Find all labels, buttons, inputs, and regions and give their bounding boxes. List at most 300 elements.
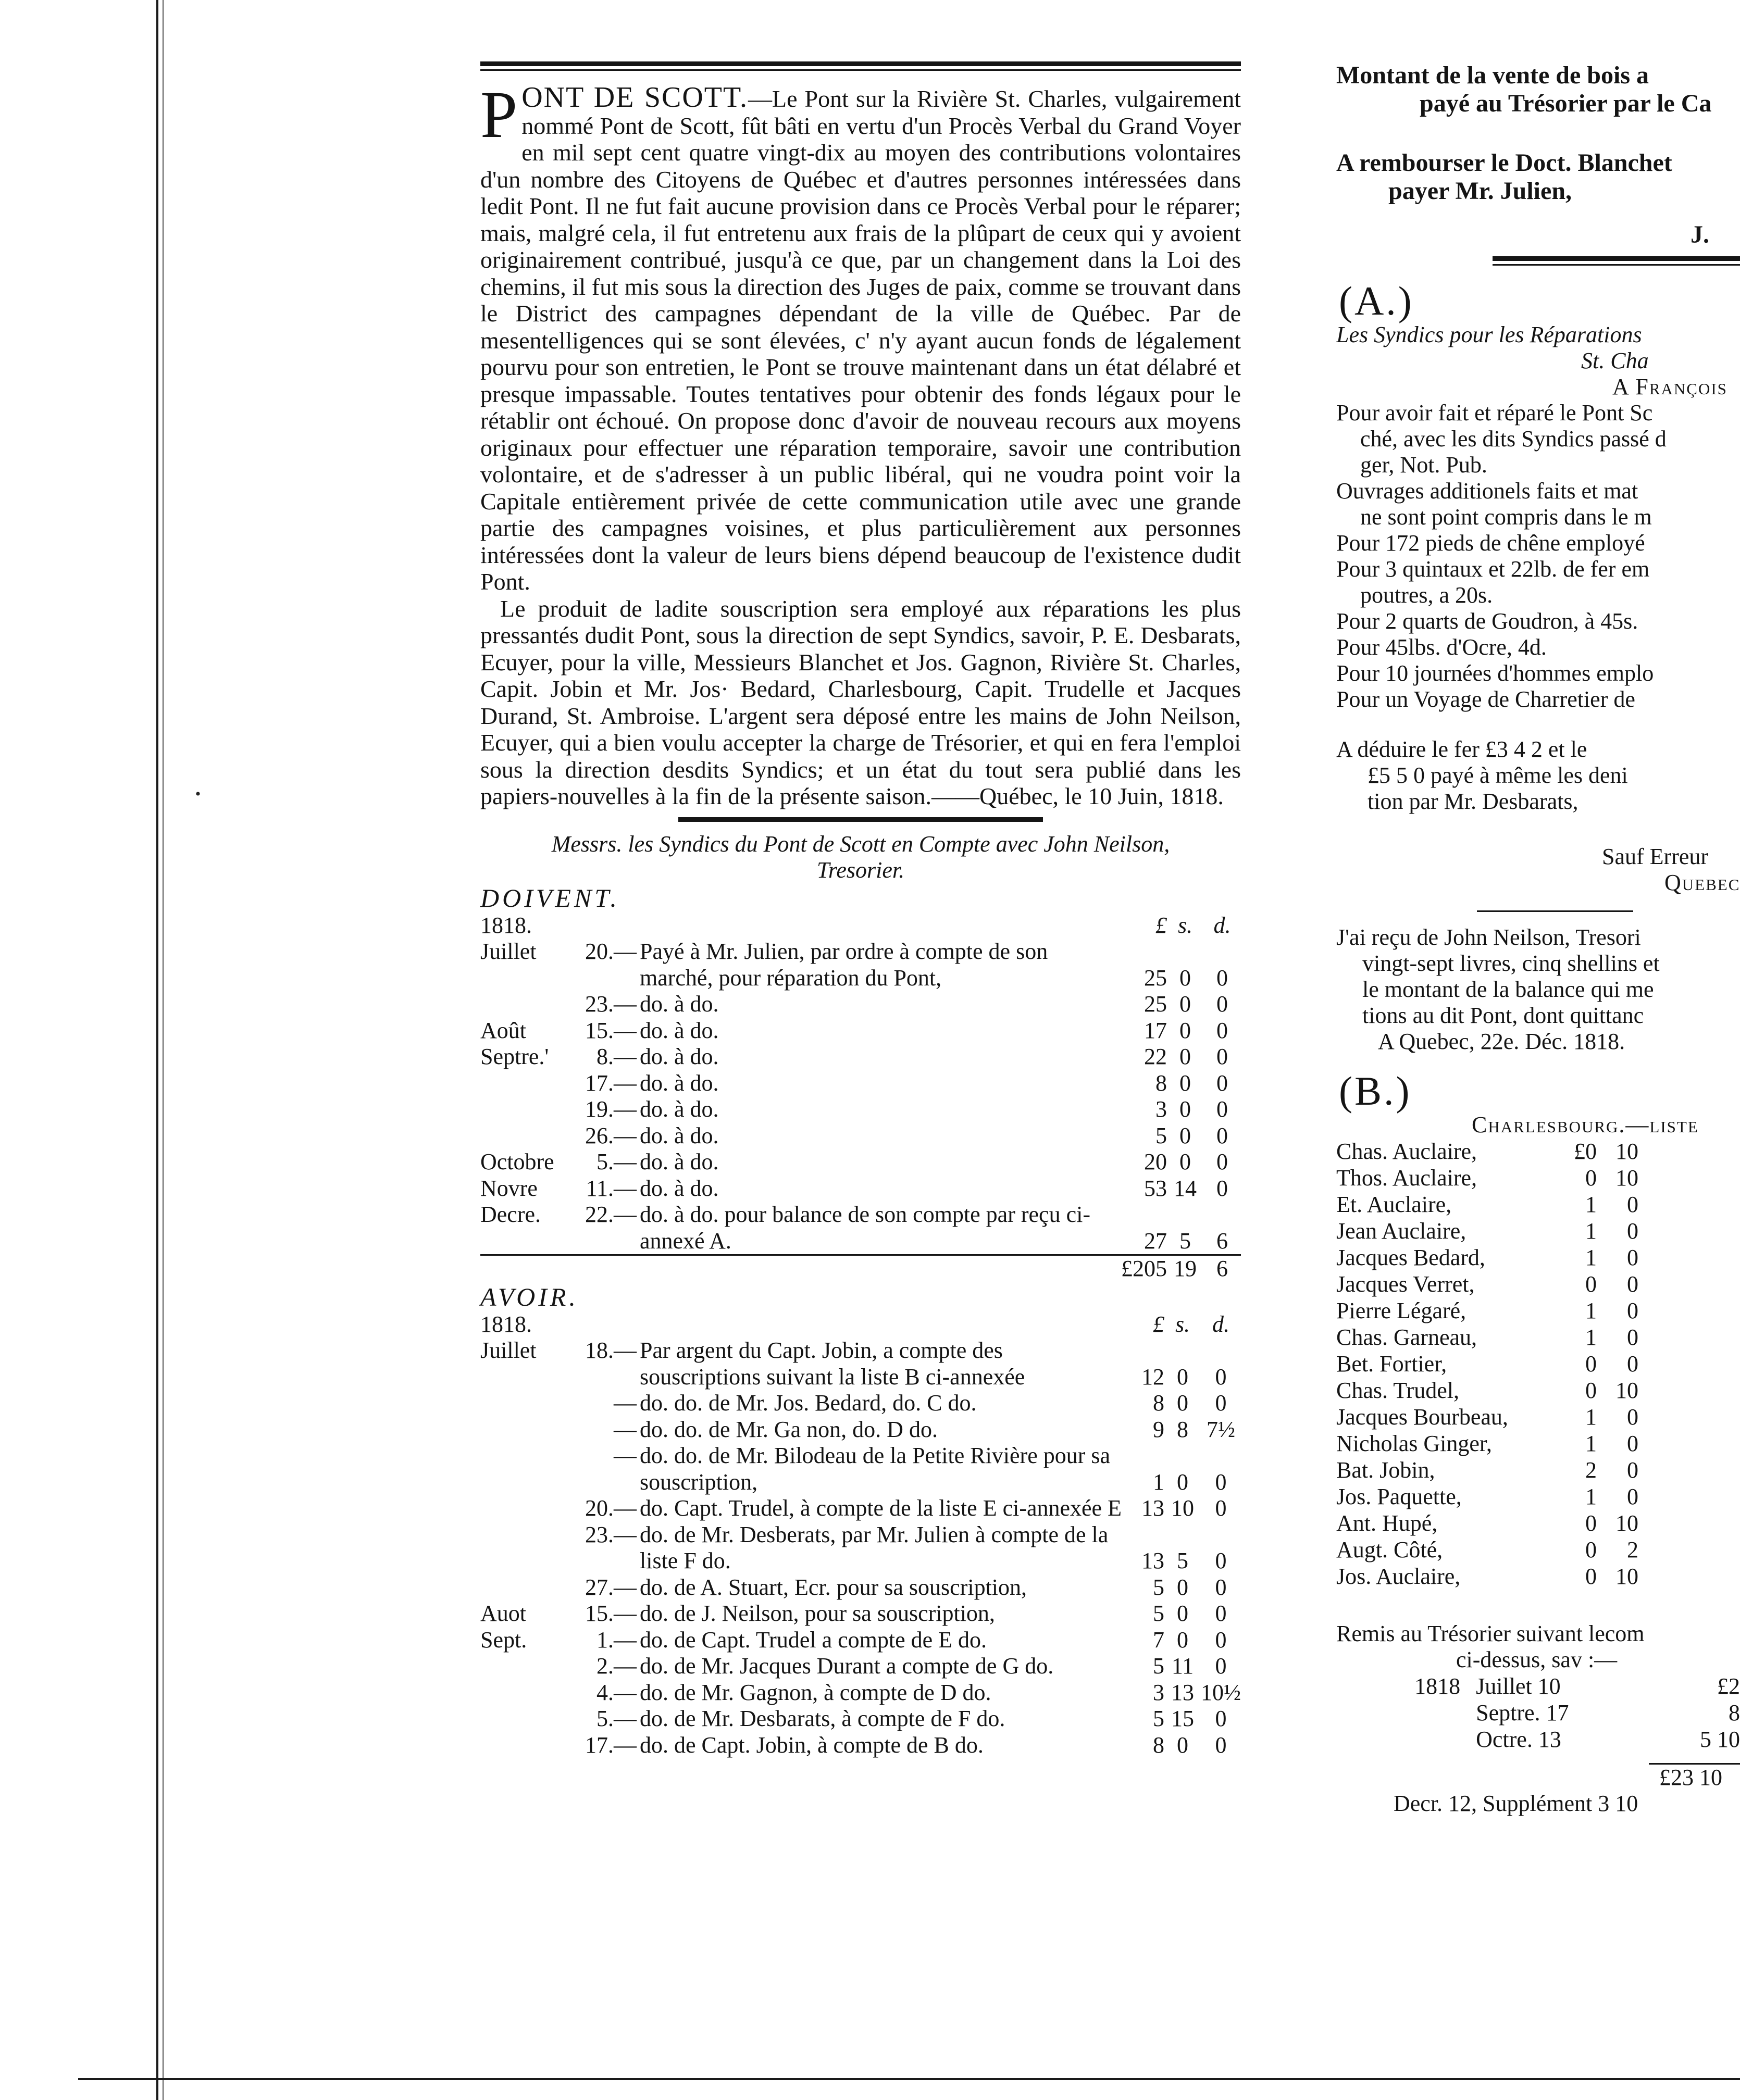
subscriber-name: Jos. Auclaire,: [1336, 1564, 1461, 1589]
entry-day: 5.—: [596, 1149, 637, 1174]
subscriber-row: [1336, 1404, 1638, 1430]
entry-pence: 7½: [1207, 1416, 1235, 1442]
subscriber-pounds: 0: [1585, 1165, 1597, 1191]
top-double-rule: [480, 61, 1241, 71]
entry-month: Novre: [480, 1175, 538, 1201]
scan-frame-bottom: [78, 2078, 1740, 2080]
remis-year: [1336, 1726, 1460, 1753]
entry-description: do. de A. Stuart, Ecr. pour sa souscription,: [640, 1574, 1027, 1600]
subscriber-name: Bat. Jobin,: [1336, 1457, 1435, 1483]
ledger-row: [480, 1680, 1241, 1706]
right-divider: [1493, 256, 1740, 266]
drop-cap: P: [480, 78, 518, 152]
subscriber-shillings: 0: [1627, 1245, 1638, 1270]
entry-shillings: 11: [1171, 1653, 1194, 1679]
ledger-row: [480, 1574, 1241, 1601]
entry-shillings: 5: [1179, 1228, 1191, 1254]
entry-pence: 0: [1215, 1574, 1227, 1600]
a-item-line: Pour 45lbs. d'Ocre, 4d.: [1336, 634, 1547, 660]
entry-description: do. do. de Mr. Bilodeau de la Petite Rivière pour sa souscription,: [640, 1443, 1111, 1495]
subscriber-pounds: 1: [1585, 1218, 1597, 1244]
entry-pounds: 7: [1153, 1627, 1164, 1653]
sauf-erreur: Sauf Erreur: [1602, 844, 1709, 869]
entry-shillings: 0: [1179, 1070, 1191, 1096]
entry-pounds: 13: [1141, 1548, 1164, 1573]
entry-shillings: 14: [1174, 1175, 1197, 1201]
entry-shillings: 8: [1177, 1416, 1188, 1442]
entry-month: [480, 1680, 579, 1706]
left-column: [480, 61, 1241, 1758]
remis-year: [1336, 1699, 1460, 1726]
entry-pence: 0: [1215, 1601, 1227, 1626]
subscriber-shillings: 10: [1615, 1378, 1638, 1403]
entry-day: 1.—: [596, 1627, 637, 1653]
entry-month: Auot: [480, 1601, 526, 1626]
ledger-row: [480, 1443, 1241, 1495]
deduire-line-3: tion par Mr. Desbarats,: [1368, 789, 1579, 814]
entry-description: Payé à Mr. Julien, par ordre à compte de son marché, pour réparation du Pont,: [640, 939, 1048, 991]
entry-description: do. à do.: [640, 1017, 719, 1043]
subscriber-name: Jacques Verret,: [1336, 1271, 1475, 1297]
entry-pence: 0: [1215, 1706, 1227, 1731]
entry-day: 4.—: [596, 1679, 637, 1705]
entry-description: do. de J. Neilson, pour sa souscription,: [640, 1601, 995, 1626]
entry-day: 20.—: [585, 939, 637, 964]
remis-row: [1336, 1726, 1740, 1753]
entry-pence: 0: [1216, 1017, 1228, 1043]
entry-shillings: 0: [1179, 1149, 1191, 1174]
entry-shillings: 0: [1177, 1627, 1188, 1653]
remis-year: 1818: [1414, 1673, 1461, 1699]
entry-month: [480, 1096, 579, 1123]
pounds-header: £: [1155, 912, 1167, 938]
remis-date: Juillet 10: [1476, 1673, 1561, 1699]
a-syndics-line-2: St. Cha: [1581, 348, 1649, 373]
subscriber-row: [1336, 1536, 1638, 1563]
entry-shillings: 0: [1179, 1044, 1191, 1069]
subscriber-row: [1336, 1377, 1638, 1404]
account-title-line-2: Tresorier.: [816, 857, 905, 883]
ledger-row: [480, 1732, 1241, 1759]
pence-header: d.: [1212, 1311, 1229, 1337]
entry-pounds: 17: [1144, 1017, 1167, 1043]
receipt-line: le montant de la balance qui me: [1362, 977, 1654, 1002]
entry-pounds: 5: [1155, 1122, 1167, 1148]
subscriber-row: [1336, 1324, 1638, 1351]
section-b-label: (B.): [1339, 1068, 1412, 1114]
subscriber-pounds: 1: [1585, 1298, 1597, 1323]
entry-pounds: 12: [1141, 1364, 1164, 1390]
ledger-header-row: [480, 913, 1241, 939]
scan-mark: ·: [193, 777, 203, 811]
entry-shillings: 5: [1177, 1548, 1188, 1573]
remis-amount: 8: [1729, 1700, 1740, 1726]
subscriber-name: Bet. Fortier,: [1336, 1351, 1447, 1377]
a-item-line: Pour avoir fait et réparé le Pont Sc: [1336, 400, 1653, 426]
ledger-row: [480, 939, 1241, 991]
subscriber-shillings: 10: [1615, 1564, 1638, 1589]
subscriber-pounds: 2: [1585, 1457, 1597, 1483]
doivent-total: [480, 1254, 1241, 1282]
ledger-row: [480, 1338, 1241, 1390]
entry-day: 11.—: [586, 1175, 637, 1201]
entry-pounds: 5: [1153, 1706, 1164, 1731]
ledger-row: [480, 1601, 1241, 1627]
subscriber-pounds: 1: [1585, 1192, 1597, 1217]
supplement-line: Decr. 12, Supplément 3 10: [1394, 1791, 1638, 1816]
entry-month: Sept.: [480, 1627, 527, 1653]
entry-description: do. do. de Mr. Ga non, do. D do.: [640, 1416, 938, 1442]
a-item-line: ché, avec les dits Syndics passé d: [1360, 426, 1667, 452]
entry-month: [480, 1390, 579, 1417]
entry-pence: 0: [1216, 965, 1228, 991]
subscriber-row: [1336, 1430, 1638, 1457]
right-column: [1336, 61, 1740, 1817]
entry-shillings: 15: [1171, 1706, 1194, 1731]
receipt-line: tions au dit Pont, dont quittanc: [1362, 1003, 1644, 1028]
ledger-row: [480, 1202, 1241, 1254]
entry-day: 26.—: [585, 1122, 637, 1148]
doivent-total-shillings: 19: [1167, 1255, 1203, 1282]
pounds-header: £: [1153, 1311, 1164, 1337]
subscriber-pounds: 1: [1585, 1484, 1597, 1509]
subscriber-shillings: 10: [1615, 1139, 1638, 1164]
subscriber-row: [1336, 1457, 1638, 1483]
doivent-total-pounds: £205: [1121, 1256, 1167, 1281]
doivent-heading: DOIVENT.: [480, 883, 620, 913]
entry-pence: 0: [1215, 1390, 1227, 1416]
entry-description: do. à do.: [640, 1149, 719, 1174]
entry-month: Août: [480, 1017, 526, 1043]
entry-description: do. de Mr. Desbarats, à compte de F do.: [640, 1706, 1005, 1731]
subscriber-shillings: 0: [1627, 1192, 1638, 1217]
remis-total: £23 10: [1659, 1765, 1722, 1790]
entry-description: do. à do.: [640, 1096, 719, 1122]
a-item-line: Pour 3 quintaux et 22lb. de fer em: [1336, 556, 1650, 582]
subscriber-name: Jean Auclaire,: [1336, 1218, 1466, 1244]
shillings-header: s.: [1177, 912, 1193, 938]
ledger-row: [480, 1390, 1241, 1417]
subscriber-row: [1336, 1138, 1638, 1165]
entry-description: do. à do.: [640, 1044, 719, 1069]
a-item-line: Pour 2 quarts de Goudron, à 45s.: [1336, 608, 1638, 634]
subscriber-name: Chas. Garneau,: [1336, 1324, 1477, 1350]
entry-description: do. à do.: [640, 1175, 719, 1201]
avoir-heading: AVOIR.: [480, 1282, 579, 1311]
entry-month: [480, 991, 579, 1018]
entry-pounds: 5: [1153, 1601, 1164, 1626]
ledger-row: [480, 1018, 1241, 1044]
a-item-line: ger, Not. Pub.: [1360, 452, 1487, 478]
subscriber-name: Chas. Trudel,: [1336, 1378, 1459, 1403]
section-a-label: (A.): [1339, 278, 1414, 323]
entry-day: 5.—: [596, 1706, 637, 1731]
remis-amount: 5 10: [1700, 1727, 1740, 1752]
entry-month: [480, 1706, 579, 1732]
entry-day: 20.—: [585, 1495, 637, 1521]
subscriber-list: [1336, 1138, 1638, 1590]
subscriber-pounds: 1: [1585, 1324, 1597, 1350]
entry-day: 15.—: [585, 1017, 637, 1043]
entry-pounds: 25: [1144, 991, 1167, 1017]
a-item-line: Pour un Voyage de Charretier de: [1336, 686, 1635, 712]
entry-shillings: 13: [1171, 1679, 1194, 1705]
remis-table: [1336, 1673, 1740, 1753]
entry-pounds: 9: [1153, 1416, 1164, 1442]
entry-pounds: 22: [1144, 1044, 1167, 1069]
entry-pence: 0: [1216, 1175, 1228, 1201]
subscriber-shillings: 0: [1627, 1271, 1638, 1297]
entry-pence: 0: [1216, 1149, 1228, 1174]
ledger-row: [480, 1149, 1241, 1176]
entry-description: do. de Mr. Desberats, par Mr. Julien à compte de la liste F do.: [640, 1521, 1109, 1573]
entry-month: [480, 1574, 579, 1601]
entry-pounds: 8: [1153, 1390, 1164, 1416]
subscriber-shillings: 0: [1627, 1324, 1638, 1350]
ledger-header-row: [480, 1311, 1241, 1338]
subscriber-shillings: 0: [1627, 1351, 1638, 1377]
entry-pence: 0: [1215, 1364, 1227, 1390]
quebec-label: Quebec: [1664, 870, 1740, 895]
subscriber-shillings: 10: [1615, 1165, 1638, 1191]
subscriber-shillings: 0: [1627, 1218, 1638, 1244]
entry-shillings: 0: [1177, 1364, 1188, 1390]
a-item-line: Ouvrages additionels faits et mat: [1336, 478, 1638, 504]
entry-description: do. de Capt. Trudel a compte de E do.: [640, 1627, 987, 1653]
deduire-line-1: A déduire le fer £3 4 2 et le: [1336, 736, 1587, 762]
subscriber-row: [1336, 1351, 1638, 1377]
subscriber-name: Thos. Auclaire,: [1336, 1165, 1477, 1191]
entry-description: do. à do.: [640, 1070, 719, 1096]
right-top-line-2: payé au Trésorier par le Ca: [1420, 90, 1712, 117]
ledger-row: [480, 1096, 1241, 1123]
remis-date: Septre. 17: [1476, 1700, 1569, 1726]
subscriber-pounds: 0: [1585, 1271, 1597, 1297]
entry-shillings: 0: [1179, 991, 1191, 1017]
entry-month: [480, 1732, 579, 1759]
entry-shillings: 0: [1177, 1732, 1188, 1758]
entry-day: 23.—: [585, 991, 637, 1017]
entry-day: —: [614, 1443, 637, 1468]
ledger-row: [480, 1627, 1241, 1654]
pence-header: d.: [1213, 912, 1231, 938]
scan-frame-left-inner: [163, 0, 164, 2100]
ledger-row: [480, 1044, 1241, 1070]
entry-description: do. de Mr. Jacques Durant a compte de G do.: [640, 1653, 1054, 1679]
a-item-line: Pour 172 pieds de chêne employé: [1336, 530, 1645, 556]
entry-pence: 10½: [1201, 1679, 1241, 1705]
subscriber-shillings: 0: [1627, 1484, 1638, 1509]
subscriber-shillings: 0: [1627, 1298, 1638, 1323]
subscriber-name: Jacques Bourbeau,: [1336, 1404, 1508, 1430]
entry-description: do. do. de Mr. Jos. Bedard, do. C do.: [640, 1390, 977, 1416]
entry-pence: 0: [1215, 1653, 1227, 1679]
entry-pounds: 13: [1141, 1495, 1164, 1521]
subscriber-row: [1336, 1297, 1638, 1324]
entry-month: Juillet: [480, 939, 537, 964]
subscriber-row: [1336, 1483, 1638, 1510]
receipt-text: [1336, 924, 1740, 1055]
entry-pence: 0: [1215, 1469, 1227, 1495]
entry-pence: 0: [1216, 1122, 1228, 1148]
subscriber-row: [1336, 1165, 1638, 1191]
year-label: 1818.: [480, 912, 532, 938]
a-item-line: ne sont point compris dans le m: [1360, 504, 1652, 530]
entry-pence: 0: [1215, 1495, 1227, 1521]
a-syndics-line-1: Les Syndics pour les Réparations: [1336, 322, 1642, 347]
ledger-row: [480, 1176, 1241, 1202]
subscriber-name: Chas. Auclaire,: [1336, 1139, 1477, 1164]
entry-pence: 0: [1215, 1732, 1227, 1758]
entry-pence: 0: [1216, 1070, 1228, 1096]
subscriber-pounds: 0: [1585, 1510, 1597, 1536]
remis-amount: £2: [1717, 1673, 1740, 1699]
subscriber-pounds: 1: [1585, 1404, 1597, 1430]
ledger-row: [480, 1070, 1241, 1097]
ledger-row: [480, 1522, 1241, 1574]
entry-shillings: 0: [1179, 965, 1191, 991]
subscriber-name: Et. Auclaire,: [1336, 1192, 1452, 1217]
entry-pounds: 8: [1155, 1070, 1167, 1096]
account-title-line-1: Messrs. les Syndics du Pont de Scott en Compte avec John Neilson,: [551, 831, 1170, 857]
entry-shillings: 0: [1177, 1601, 1188, 1626]
subscriber-pounds: 0: [1585, 1378, 1597, 1403]
ledger-row: [480, 1495, 1241, 1522]
signature-initial: J.: [1691, 221, 1709, 248]
a-items-list: [1336, 400, 1740, 712]
entry-description: do. de Capt. Jobin, à compte de B do.: [640, 1732, 984, 1758]
ledger-row: [480, 1653, 1241, 1680]
entry-pounds: 25: [1144, 965, 1167, 991]
entry-pence: 6: [1216, 1228, 1228, 1254]
year-label: 1818.: [480, 1311, 532, 1337]
entry-month: Septre.': [480, 1044, 549, 1069]
subscriber-shillings: 10: [1615, 1510, 1638, 1536]
subscriber-pounds: 0: [1585, 1537, 1597, 1562]
entry-month: [480, 1443, 579, 1495]
entry-pence: 0: [1216, 991, 1228, 1017]
deduire-line-2: £5 5 0 payé à même les deni: [1368, 762, 1628, 788]
charlesbourg-heading: Charlesbourg.—liste: [1472, 1112, 1699, 1138]
entry-day: 17.—: [585, 1732, 637, 1758]
section-divider: [678, 817, 1043, 822]
subscriber-name: Nicholas Ginger,: [1336, 1431, 1492, 1456]
doivent-table: [480, 913, 1241, 1255]
entry-month: Decre.: [480, 1202, 541, 1227]
subscriber-pounds: 0: [1585, 1564, 1597, 1589]
entry-description: do. de Mr. Gagnon, à compte de D do.: [640, 1679, 991, 1705]
ledger-row: [480, 991, 1241, 1018]
entry-month: Juillet: [480, 1338, 537, 1363]
notice-title: ONT DE SCOTT.: [521, 81, 749, 114]
ledger-row: [480, 1706, 1241, 1732]
entry-month: [480, 1522, 579, 1574]
ledger-row: [480, 1417, 1241, 1443]
entry-shillings: 0: [1179, 1122, 1191, 1148]
entry-pence: 0: [1216, 1096, 1228, 1122]
entry-month: Octobre: [480, 1149, 554, 1174]
remis-line-2: ci-dessus, sav :—: [1456, 1647, 1618, 1672]
entry-description: do. à do.: [640, 1122, 719, 1148]
remis-row: [1336, 1699, 1740, 1726]
subscriber-shillings: 0: [1627, 1404, 1638, 1430]
entry-day: 19.—: [585, 1096, 637, 1122]
entry-shillings: 0: [1179, 1017, 1191, 1043]
notice-paragraph-1: [480, 78, 1241, 595]
a-item-line: Pour 10 journées d'hommes emplo: [1336, 660, 1654, 686]
entry-pounds: 27: [1144, 1228, 1167, 1254]
entry-description: Par argent du Capt. Jobin, a compte des souscriptions suivant la liste B ci-annexée: [640, 1338, 1025, 1390]
entry-pence: 0: [1215, 1548, 1227, 1573]
entry-pounds: 20: [1144, 1149, 1167, 1174]
scan-frame-left: [156, 0, 158, 2100]
entry-pounds: 53: [1144, 1175, 1167, 1201]
entry-day: 18.—: [585, 1338, 637, 1363]
entry-day: 27.—: [585, 1574, 637, 1600]
subscriber-pounds: 0: [1585, 1351, 1597, 1377]
subscriber-name: Ant. Hupé,: [1336, 1510, 1438, 1536]
entry-month: [480, 1417, 579, 1443]
entry-month: [480, 1653, 579, 1680]
entry-pounds: 5: [1153, 1653, 1164, 1679]
subscriber-pounds: 1: [1585, 1431, 1597, 1456]
entry-pence: 0: [1215, 1627, 1227, 1653]
notice-paragraph-2: Le produit de ladite souscription sera employé aux réparations les plus pressantés dudit Pont, sous la direction de sept Syndics, savoir, P. E. Desbarats, Ecuyer, pour la ville, Messieurs Blanchet et Jos. Gagnon, Rivière St. Charles, Capit. Jobin et Mr. Jos· Bedard, Charlesbourg, Capit. Trudelle et Jacques Durand, St. Ambroise. L'argent sera déposé entre les mains de John Neilson, Ecuyer, qui a bien voulu accepter la charge de Trésorier, et qui en fera l'emploi sous la direction desdits Syndics; et un état du tout sera publié dans les papiers-nouvelles à la fin de la présente saison.——Québec, le 10 Juin, 1818.: [480, 595, 1241, 809]
subscriber-pounds: 1: [1585, 1245, 1597, 1270]
account-title: [480, 831, 1241, 883]
entry-pence: 0: [1216, 1044, 1228, 1069]
subscriber-row: [1336, 1244, 1638, 1271]
doivent-total-pence: 6: [1203, 1255, 1241, 1282]
subscriber-shillings: 0: [1627, 1431, 1638, 1456]
entry-pounds: 3: [1153, 1679, 1164, 1705]
entry-pounds: 5: [1153, 1574, 1164, 1600]
subscriber-row: [1336, 1191, 1638, 1218]
notice-paragraph-1-text: —Le Pont sur la Rivière St. Charles, vulgairement nommé Pont de Scott, fût bâti en vertu d'un Procès Verbal du Grand Voyer en mil sept cent quatre vingt-dix au moyen des contributions volontaires d'un nombre des Citoyens de Québec et d'autres personnes intéressées dans ledit Pont. Il ne fut fait aucune provision dans ce Procès Verbal pour le réparer; mais, malgré cela, il fut entretenu aux frais de la plûpart de ceux qui y avoient originairement contribué, jusqu'à ce que, par un changement dans la Loi des chemins, il fut mis sous la direction des Juges de paix, comme se trouvant dans le District des campagnes dépendant de la ville de Québec. Par de mesentelligences qui se sont élevées, c' n'y ayant aucun fonds de légalement pourvu pour son entretien, le Pont se trouve maintenant dans un état délabré et presque impassable. Toutes tentatives pour obtenir des fonds légaux pour le rétablir ont échoué. On propose donc d'avoir de nouveau recours aux moyens originaux pour effectuer une réparation temporaire, savoir une contribution volontaire, et de s'adresser à un public libéral, qui ne voudra point voir la Capitale entièrement privée de cette communication utile avec une grande partie des campagnes voisines, et plus particulièrement aux personnes intéressées dont la valeur de leurs biens dépend beaucoup de l'existence dudit Pont.: [480, 85, 1241, 595]
rembourse-line-1: A rembourser le Doct. Blanchet: [1336, 149, 1672, 177]
entry-day: 17.—: [585, 1070, 637, 1096]
receipt-line: A Quebec, 22e. Déc. 1818.: [1378, 1029, 1625, 1054]
entry-shillings: 0: [1179, 1096, 1191, 1122]
remis-date: Octre. 13: [1476, 1727, 1561, 1752]
entry-pounds: 1: [1153, 1469, 1164, 1495]
a-item-line: poutres, a 20s.: [1360, 582, 1493, 608]
subscriber-row: [1336, 1218, 1638, 1244]
entry-pounds: 8: [1153, 1732, 1164, 1758]
entry-description: do. à do. pour balance de son compte par reçu ci-annexé A.: [640, 1202, 1090, 1254]
subscriber-row: [1336, 1510, 1638, 1536]
entry-month: [480, 1070, 579, 1097]
right-top-line-1: Montant de la vente de bois a: [1336, 61, 1649, 89]
receipt-line: vingt-sept livres, cinq shellins et: [1362, 951, 1660, 976]
subscriber-name: Jos. Paquette,: [1336, 1484, 1462, 1509]
avoir-table: [480, 1311, 1241, 1759]
shillings-header: s.: [1175, 1311, 1190, 1337]
entry-shillings: 0: [1177, 1574, 1188, 1600]
entry-pounds: 3: [1155, 1096, 1167, 1122]
remis-line-1: Remis au Trésorier suivant lecom: [1336, 1621, 1645, 1646]
entry-day: —: [614, 1416, 637, 1442]
a-francois: A François: [1612, 374, 1727, 399]
subscriber-name: Jacques Bedard,: [1336, 1245, 1485, 1270]
entry-description: do. à do.: [640, 991, 719, 1017]
subscriber-row: [1336, 1563, 1638, 1590]
entry-description: do. Capt. Trudel, à compte de la liste E ci-annexée E: [640, 1495, 1122, 1521]
receipt-line: J'ai reçu de John Neilson, Tresori: [1336, 924, 1641, 950]
subscriber-pounds: £0: [1574, 1139, 1597, 1164]
subscriber-name: Augt. Côté,: [1336, 1537, 1443, 1562]
entry-month: [480, 1123, 579, 1149]
